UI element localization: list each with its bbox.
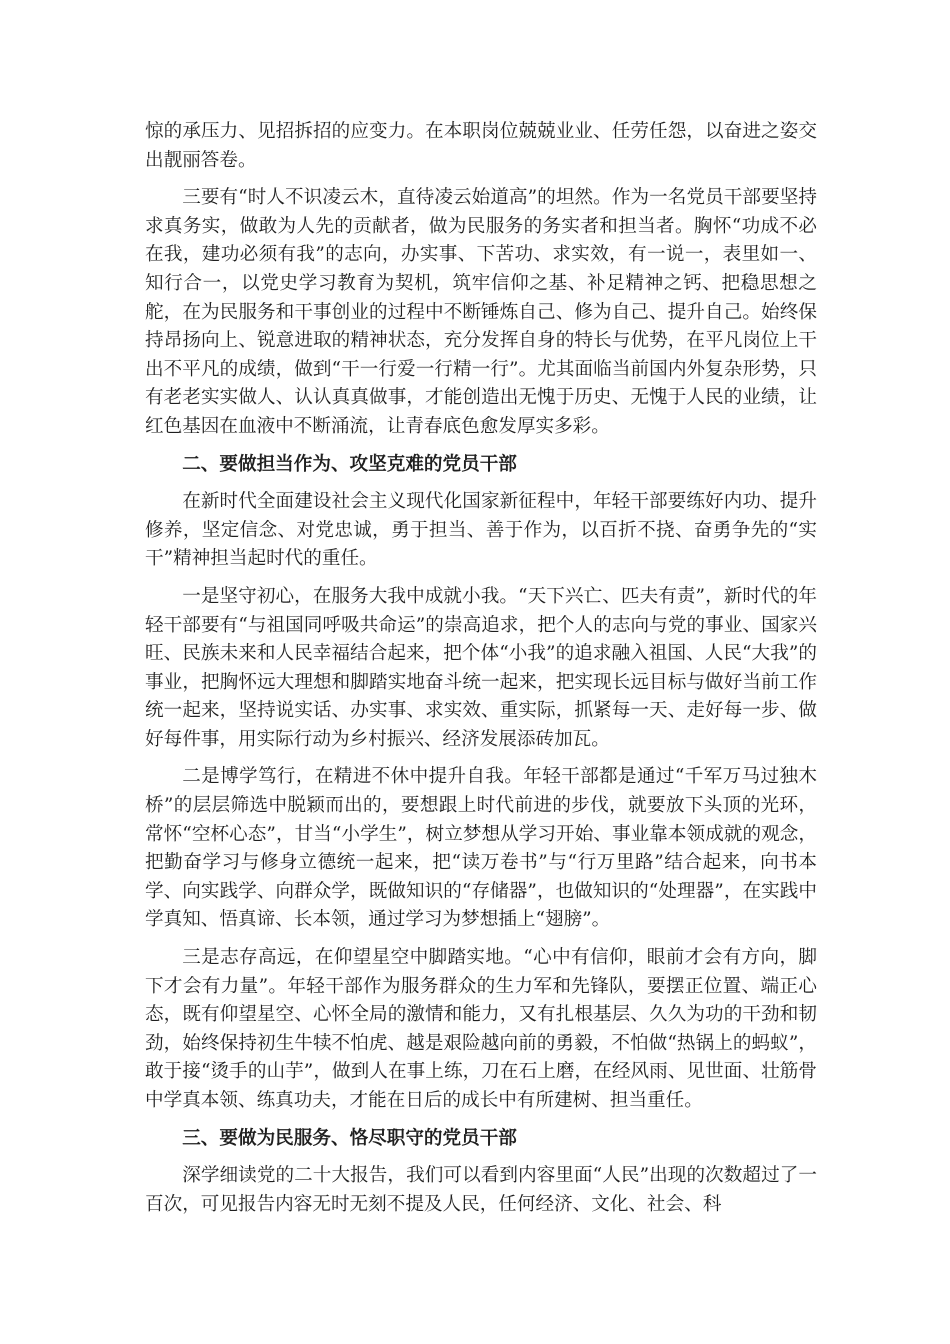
paragraph-point-1: 一是坚守初心，在服务大我中成就小我。“天下兴亡、匹夫有责”，新时代的年轻干部要有“与祖国同呼吸共命运”的崇高追求，把个人的志向与党的事业、国家兴旺、民族未来和人民幸福结合起来，把个体“小我”的追求融入祖国、人民“大我”的事业，把胸怀远大理想和脚踏实地奋斗统一起来，把实现长远目标与做好当前工作统一起来，坚持说实话、办实事、求实效、重实际，抓紧每一天、走好每一步、做好每件事，用实际行动为乡村振兴、经济发展添砖加瓦。 bbox=[145, 585, 817, 750]
paragraph-section-2-intro: 在新时代全面建设社会主义现代化国家新征程中，年轻干部要练好内功、提升修养，坚定信念、对党忠诚，勇于担当、善于作为，以百折不挠、奋勇争先的“实干”精神担当起时代的重任。 bbox=[145, 491, 817, 570]
document-page bbox=[145, 118, 817, 1228]
paragraph-point-3: 三是志存高远，在仰望星空中脚踏实地。“心中有信仰，眼前才会有方向，脚下才会有力量”。年轻干部作为服务群众的生力军和先锋队，要摆正位置、端正心态，既有仰望星空、心怀全局的激情和能力，又有扎根基层、久久为功的干劲和韧劲，始终保持初生牛犊不怕虎、越是艰险越向前的勇毅，不怕做“热锅上的蚂蚁”，敢于接“烫手的山芋”，做到人在事上练，刀在石上磨，在经风雨、见世面、壮筋骨中学真本领、练真功夫，才能在日后的成长中有所建树、担当重任。 bbox=[145, 947, 817, 1111]
paragraph-point-2: 二是博学笃行，在精进不休中提升自我。年轻干部都是通过“千军万马过独木桥”的层层筛选中脱颖而出的，要想跟上时代前进的步伐，就要放下头顶的光环，常怀“空杯心态”，甘当“小学生”，树立梦想从学习开始、事业靠本领成就的观念，把勤奋学习与修身立德统一起来，把“读万卷书”与“行万里路”结合起来，向书本学、向实践学、向群众学，既做知识的“存储器”，也做知识的“处理器”，在实践中学真知、悟真谛、长本领，通过学习为梦想插上“翅膀”。 bbox=[145, 766, 817, 931]
paragraph-third-requirement: 三要有“时人不识凌云木，直待凌云始道高”的坦然。作为一名党员干部要坚持求真务实，做敢为人先的贡献者，做为民服务的务实者和担当者。胸怀“功成不必在我，建功必须有我”的志向，办实事、下苦功、求实效，有一说一，表里如一、知行合一，以党史学习教育为契机，筑牢信仰之基、补足精神之钙、把稳思想之舵，在为民服务和干事创业的过程中不断锤炼自己、修为自己、提升自己。始终保持昂扬向上、锐意进取的精神状态，充分发挥自身的特长与优势，在平凡岗位上干出不平凡的成绩，做到“干一行爱一行精一行”。尤其面临当前国内外复杂形势，只有老老实实做人、认认真真做事，才能创造出无愧于历史、无愧于人民的业绩，让红色基因在血液中不断涌流，让青春底色愈发厚实多彩。 bbox=[145, 187, 817, 437]
paragraph-continued: 惊的承压力、见招拆招的应变力。在本职岗位兢兢业业、任劳任怨，以奋进之姿交出靓丽答卷。 bbox=[145, 121, 817, 171]
section-heading-3: 三、要做为民服务、恪尽职守的党员干部 bbox=[182, 1127, 517, 1149]
section-heading-2: 二、要做担当作为、攻坚克难的党员干部 bbox=[182, 453, 517, 475]
paragraph-section-3-intro: 深学细读党的二十大报告，我们可以看到内容里面“人民”出现的次数超过了一百次，可见报告内容无时无刻不提及人民，任何经济、文化、社会、科 bbox=[145, 1165, 817, 1215]
